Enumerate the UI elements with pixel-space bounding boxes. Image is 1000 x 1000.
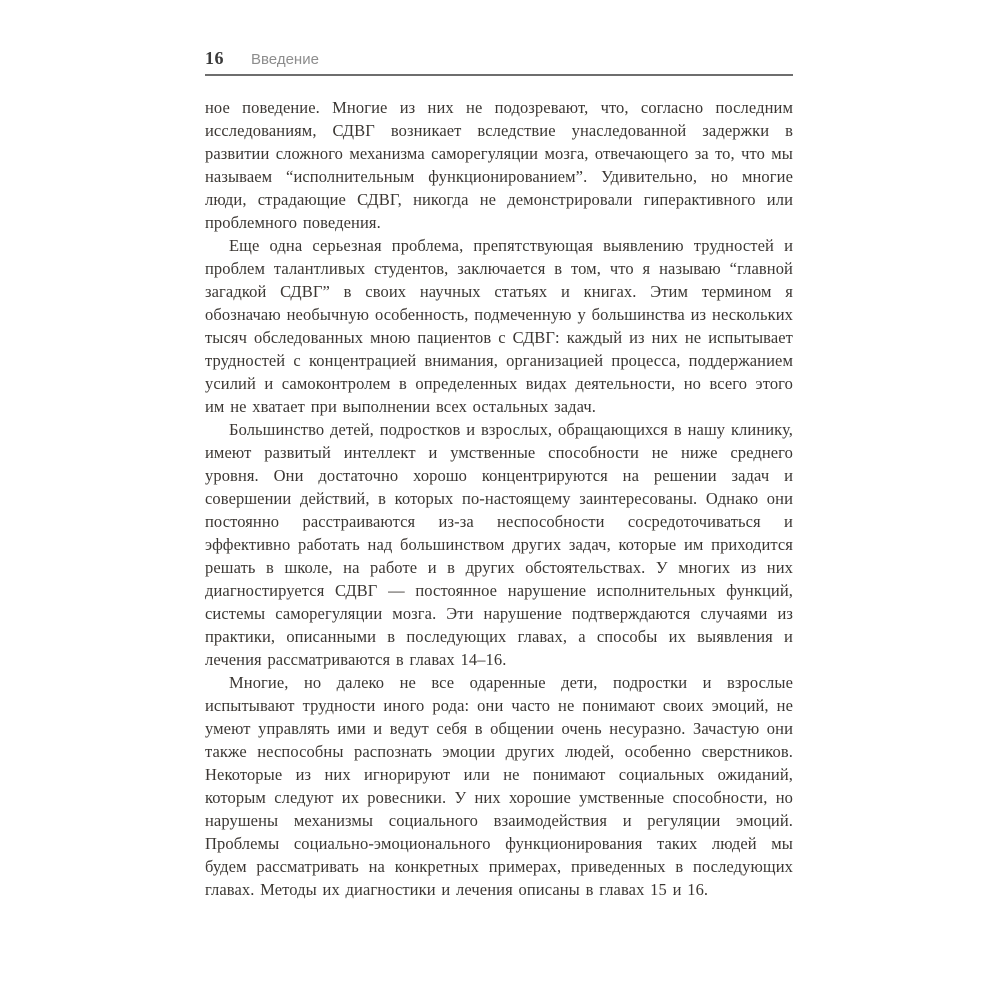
page-content xyxy=(205,48,793,901)
paragraph-continuation: ное поведение. Многие из них не подозревают, что, согласно последним исследованиям, СДВГ возникает вследствие унаследованной задержки в развитии сложного механизма саморегуляции мозга, отвечающего за то, что мы называем “исполнительным функционированием”. Удивительно, но многие люди, страдающие СДВГ, никогда не демонстрировали гиперактивного или проблемного поведения. xyxy=(205,98,793,232)
paragraph: Многие, но далеко не все одаренные дети, подростки и взрослые испытывают трудности иного рода: они часто не понимают своих эмоций, не умеют управлять ими и ведут себя в общении очень несуразно. Зачастую они также неспособны распознать эмоции других людей, особенно сверстников. Некоторые из них игнорируют или не понимают социальных ожиданий, которым следуют их ровесники. У них хорошие умственные способности, но нарушены механизмы социального взаимодействия и регуляции эмоций. Проблемы социально-эмоционального функционирования таких людей мы будем рассматривать на конкретных примерах, приведенных в последующих главах. Методы их диагностики и лечения описаны в главах 15 и 16. xyxy=(205,673,793,899)
body-text xyxy=(205,96,793,901)
page-number: 16 xyxy=(205,48,224,68)
section-title: Введение xyxy=(251,51,319,68)
paragraph: Большинство детей, подростков и взрослых, обращающихся в нашу клинику, имеют развитый интеллект и умственные способности не ниже среднего уровня. Они достаточно хорошо концентрируются на решении задач и совершении действий, в которых по-настоящему заинтересованы. Однако они постоянно расстраиваются из-за неспособности сосредоточиваться и эффективно работать над большинством других задач, которые им приходится решать в школе, на работе и в других обстоятельствах. У многих из них диагностируется СДВГ — постоянное нарушение исполнительных функций, системы саморегуляции мозга. Эти нарушение подтверждаются случаями из практики, описанными в последующих главах, а способы их выявления и лечения рассматриваются в главах 14–16. xyxy=(205,420,793,669)
paragraph: Еще одна серьезная проблема, препятствующая выявлению трудностей и проблем талантливых студентов, заключается в том, что я называю “главной загадкой СДВГ” в своих научных статьях и книгах. Этим термином я обозначаю необычную особенность, подмеченную у большинства из нескольких тысяч обследованных мною пациентов с СДВГ: каждый из них не испытывает трудностей с концентрацией внимания, организацией процесса, поддержанием усилий и самоконтролем в определенных видах деятельности, но всего этого им не хватает при выполнении всех остальных задач. xyxy=(205,236,793,416)
running-head xyxy=(205,48,793,76)
